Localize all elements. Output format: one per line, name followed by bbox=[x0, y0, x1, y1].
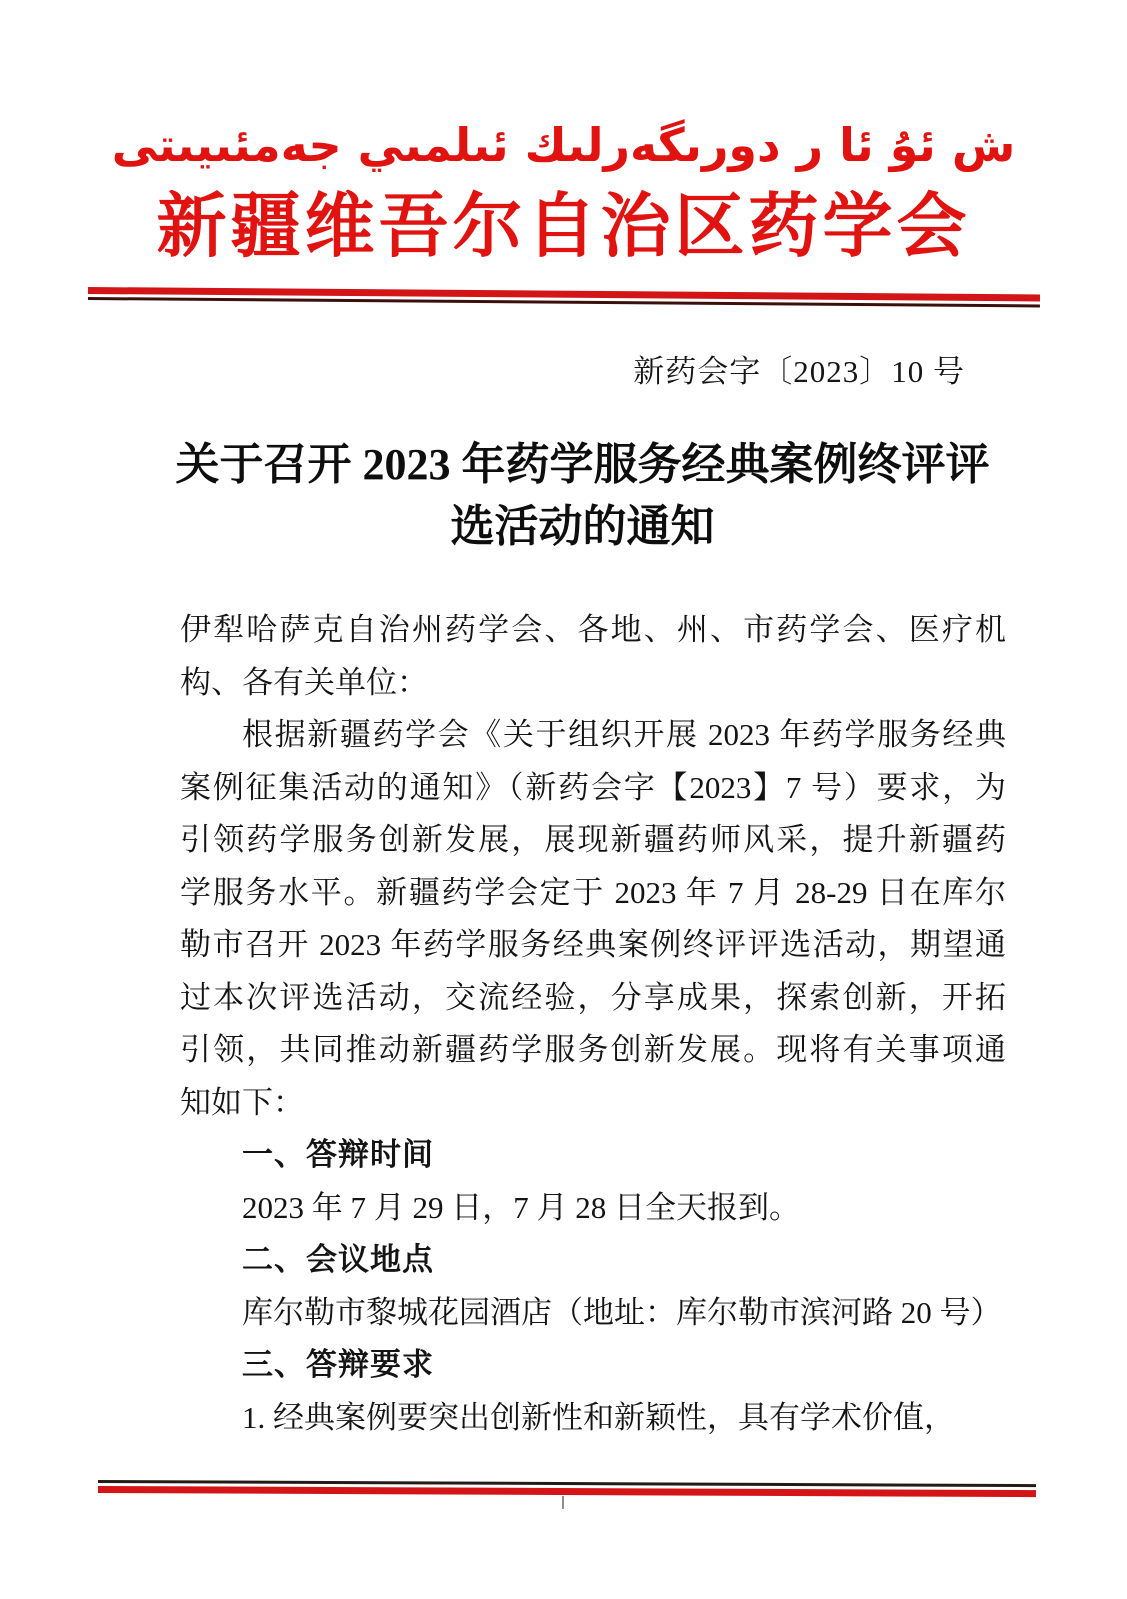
body-line: 知如下： bbox=[180, 1084, 304, 1120]
notice-title bbox=[38, 434, 1127, 558]
letterhead-org-name: 新疆维吾尔自治区药学会 bbox=[156, 189, 971, 266]
body-line: 学服务水平。新疆药学会定于 2023 年 7 月 28-29 日在库尔 bbox=[180, 874, 1006, 910]
footer-tick-mark bbox=[562, 1496, 564, 1509]
body-line: 1. 经典案例要突出创新性和新颖性，具有学术价值， bbox=[242, 1399, 955, 1435]
body-line: 引领药学服务创新发展，展现新疆药师风采，提升新疆药 bbox=[180, 822, 1006, 857]
body-line: 过本次评选活动，交流经验，分享成果，探索创新，开拓 bbox=[180, 979, 1006, 1015]
notice-body bbox=[180, 604, 1006, 1444]
body-line: 构、各有关单位： bbox=[180, 664, 428, 700]
notice-title-line-1: 关于召开 2023 年药学服务经典案例终评评 bbox=[175, 440, 990, 489]
body-line: 根据新疆药学会《关于组织开展 2023 年药学服务经典 bbox=[242, 717, 1006, 752]
body-line: 库尔勒市黎城花园酒店（地址：库尔勒市滨河路 20 号） bbox=[242, 1294, 1002, 1330]
body-line: 伊犁哈萨克自治州药学会、各地、州、市药学会、医疗机 bbox=[180, 612, 1006, 647]
body-line: 勒市召开 2023 年药学服务经典案例终评评选活动，期望通 bbox=[180, 927, 1006, 962]
document-reference-number: 新药会字〔2023〕10 号 bbox=[633, 354, 965, 389]
letterhead-uyghur-org-name: ش ئۇ ئا ر دورىگەرلىك ئىلمىي جەمئىيىتى bbox=[111, 118, 1016, 172]
footer-divider bbox=[98, 1480, 1036, 1497]
body-line: 2023 年 7 月 29 日，7 月 28 日全天报到。 bbox=[242, 1189, 800, 1225]
section-heading: 一、答辩时间 bbox=[242, 1137, 434, 1172]
section-heading: 三、答辩要求 bbox=[242, 1347, 434, 1382]
section-heading: 二、会议地点 bbox=[242, 1242, 434, 1277]
body-line: 引领，共同推动新疆药学服务创新发展。现将有关事项通 bbox=[180, 1032, 1006, 1067]
body-line: 案例征集活动的通知》（新药会字【2023】7 号）要求，为 bbox=[180, 769, 1006, 805]
letterhead-divider bbox=[88, 287, 1040, 307]
notice-title-line-2: 选活动的通知 bbox=[450, 502, 715, 551]
